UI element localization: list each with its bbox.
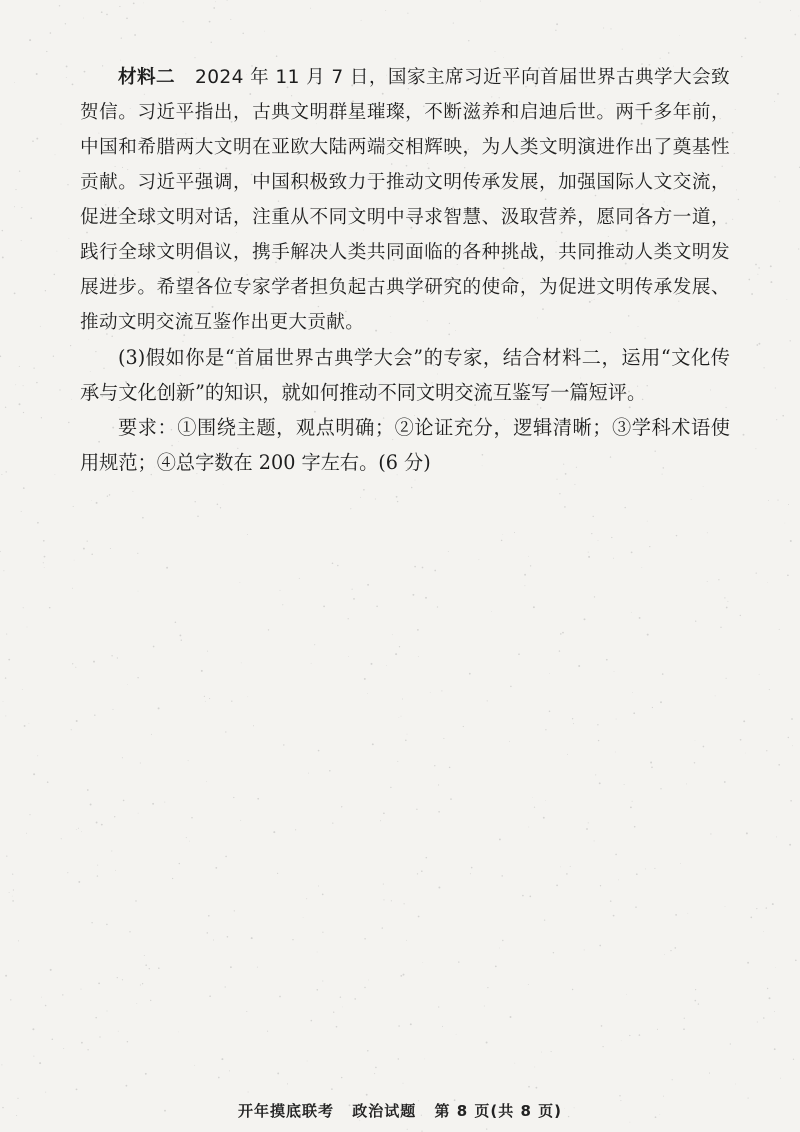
- answer-requirements: 要求：①围绕主题，观点明确；②论证充分，逻辑清晰；③学科术语使用规范；④总字数在 200 字左右。(6 分): [80, 416, 730, 474]
- question-3: (3)假如你是“首届世界古典学大会”的专家，结合材料二，运用“文化传承与文化创新”的知识，就如何推动不同文明交流互鉴写一篇短评。: [80, 346, 730, 404]
- material-label: 材料二: [118, 67, 176, 88]
- material-text: 2024 年 11 月 7 日，国家主席习近平向首届世界古典学大会致贺信。习近平指出，古典文明群星璀璨，不断滋养和启迪后世。两千多年前，中国和希腊两大文明在亚欧大陆两端交相辉映，为人类文明演进作出了奠基性贡献。习近平强调，中国积极致力于推动文明传承发展，加强国际人文交流，促进全球文明对话，注重从不同文明中寻求智慧、汲取营养，愿同各方一道，践行全球文明倡议，携手解决人类共同面临的各种挑战，共同推动人类文明发展进步。希望各位专家学者担负起古典学研究的使命，为促进文明传承发展、推动文明交流互鉴作出更大贡献。: [80, 67, 730, 333]
- page-footer: [0, 1100, 800, 1121]
- exam-name: 开年摸底联考: [238, 1102, 335, 1120]
- material-two-paragraph: [80, 60, 730, 340]
- page-number: 第 8 页(共 8 页): [434, 1102, 562, 1120]
- subject-name: 政治试题: [352, 1102, 417, 1120]
- page-content: [80, 60, 730, 480]
